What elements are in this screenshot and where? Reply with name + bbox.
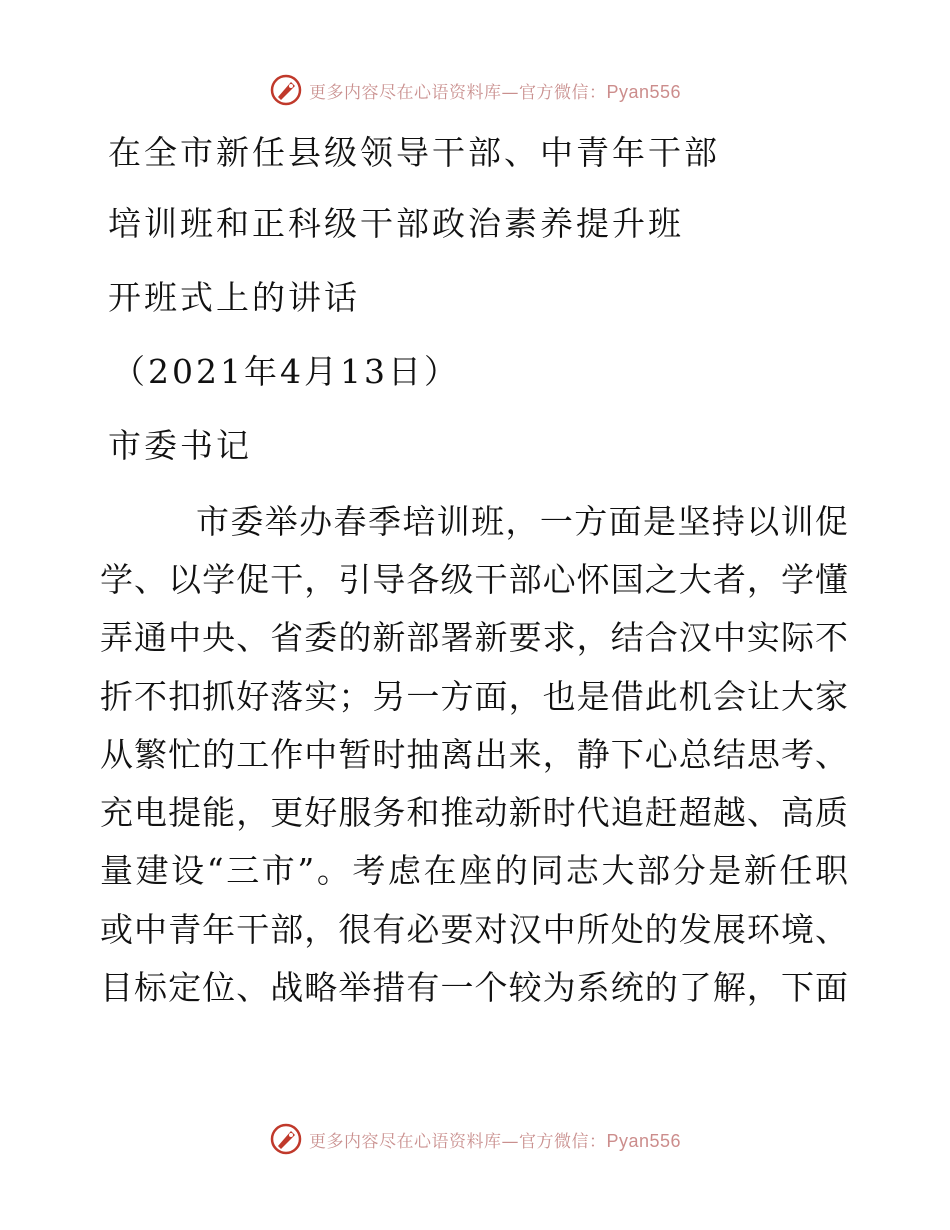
header-watermark <box>0 70 950 110</box>
body-line: 从繁忙的工作中暂时抽离出来，静下心总结思考、 <box>100 735 848 774</box>
watermark-wechat-id: Pyan556 <box>606 81 682 102</box>
document-title-line-1: 在全市新任县级领导干部、中青年干部 <box>108 133 720 172</box>
watermark-wechat-id: Pyan556 <box>606 1130 682 1151</box>
body-line: 目标定位、战略举措有一个较为系统的了解，下面 <box>100 968 848 1007</box>
pen-nib-circle-icon <box>269 1122 303 1156</box>
body-line: 或中青年干部，很有必要对汉中所处的发展环境、 <box>100 910 848 949</box>
document-title-line-2: 培训班和正科级干部政治素养提升班 <box>108 204 684 243</box>
document-speaker: 市委书记 <box>108 426 252 465</box>
footer-watermark <box>0 1119 950 1159</box>
watermark-text: 更多内容尽在心语资料库—官方微信： <box>308 1131 607 1152</box>
document-date: （2021年4月13日） <box>112 352 460 391</box>
body-line: 学、以学促干，引导各级干部心怀国之大者，学懂 <box>100 560 848 599</box>
pen-nib-circle-icon <box>269 73 303 107</box>
body-line: 量建设“三市”。考虑在座的同志大部分是新任职 <box>100 851 848 890</box>
body-line: 弄通中央、省委的新部署新要求，结合汉中实际不 <box>100 618 848 657</box>
body-line: 市委举办春季培训班，一方面是坚持以训促 <box>196 502 848 541</box>
body-line: 折不扣抓好落实；另一方面，也是借此机会让大家 <box>100 677 848 716</box>
body-line: 充电提能，更好服务和推动新时代追赶超越、高质 <box>100 793 848 832</box>
document-title-line-3: 开班式上的讲话 <box>108 278 360 317</box>
watermark-text: 更多内容尽在心语资料库—官方微信： <box>308 82 607 103</box>
